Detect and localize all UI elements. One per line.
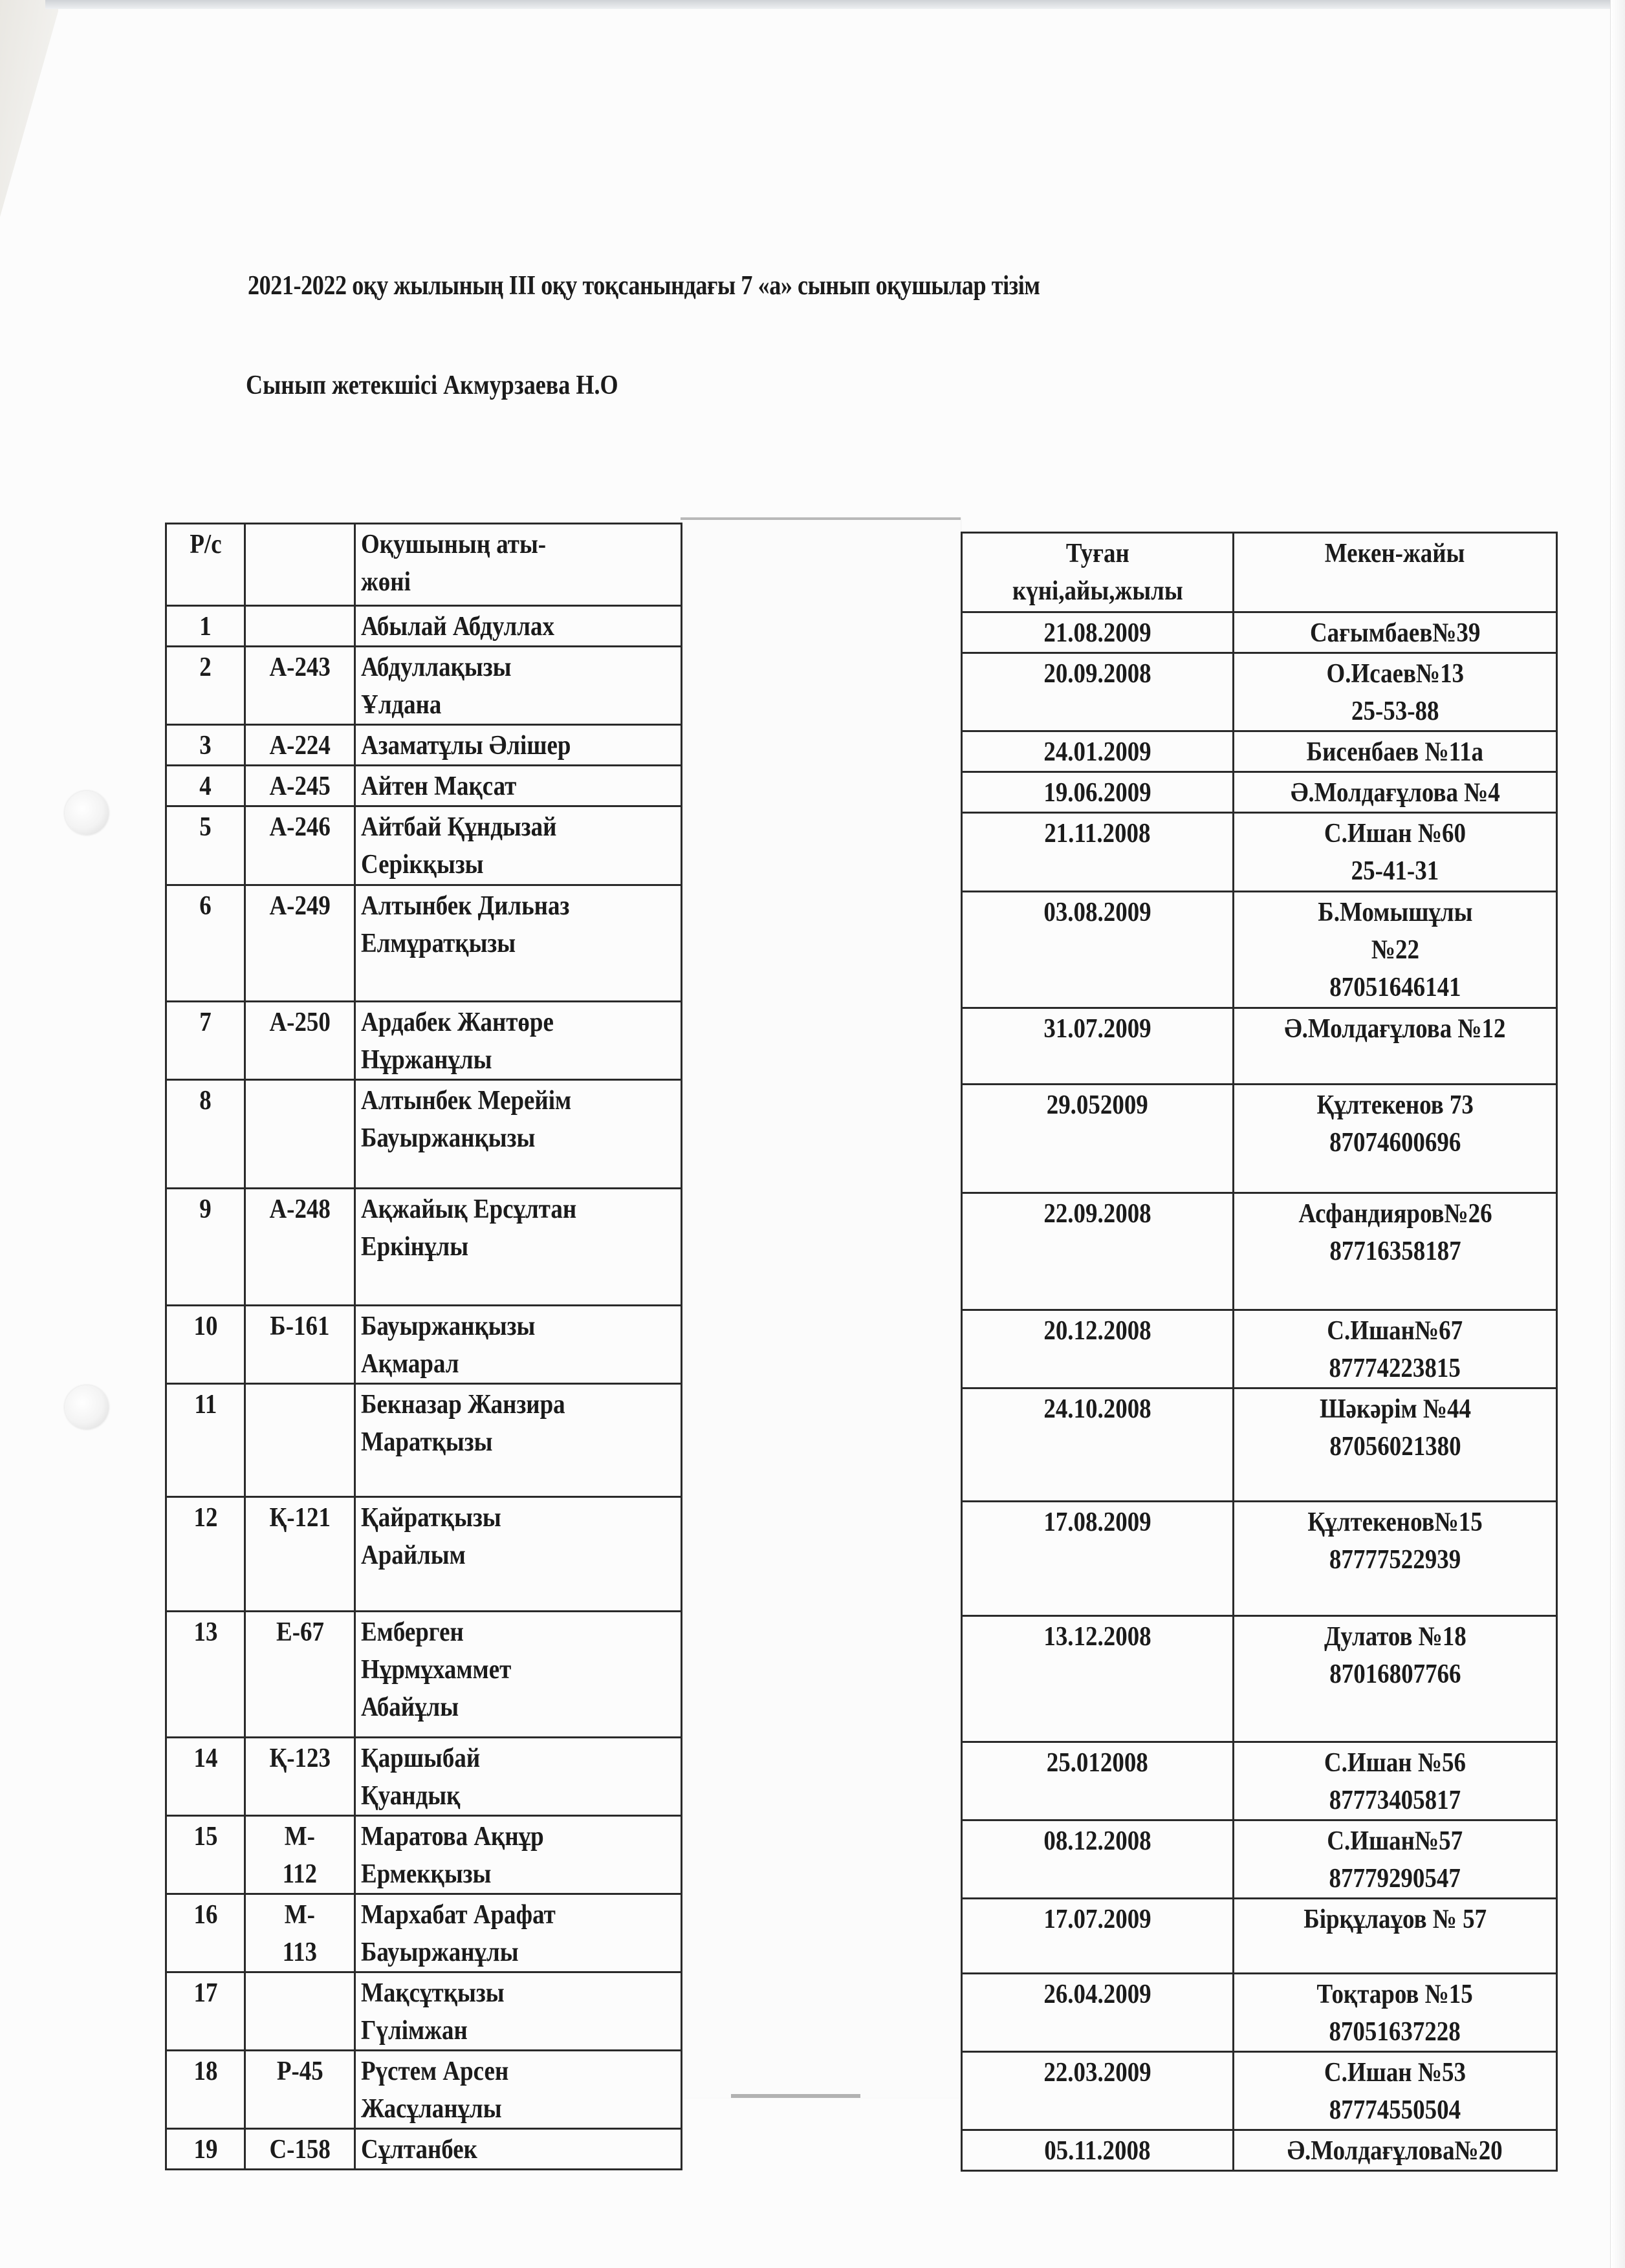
row-number: 11	[166, 1384, 245, 1497]
table-row	[166, 806, 682, 885]
address: С.Ишан№67 87774223815	[1234, 1310, 1557, 1388]
address: С.Ишан №56 87773405817	[1234, 1742, 1557, 1820]
birth-date: 20.12.2008	[962, 1310, 1234, 1388]
birth-date: 25.012008	[962, 1742, 1234, 1820]
student-name: Бекназар Жанзира Маратқызы	[355, 1384, 682, 1497]
student-table-left	[165, 523, 682, 2170]
table-row	[962, 1502, 1557, 1616]
row-number: 18	[166, 2051, 245, 2129]
table-row	[166, 1894, 682, 1972]
punch-hole-lower	[65, 1385, 109, 1429]
row-number: 6	[166, 885, 245, 1002]
student-code: А-246	[245, 806, 355, 885]
table-row	[166, 1189, 682, 1306]
student-code: А-224	[245, 725, 355, 766]
row-number: 16	[166, 1894, 245, 1972]
table-row	[962, 772, 1557, 813]
birth-date: 19.06.2009	[962, 772, 1234, 813]
header-birth-date: Туған күні,айы,жылы	[962, 533, 1234, 612]
table-row	[166, 1306, 682, 1384]
birth-date: 24.01.2009	[962, 731, 1234, 772]
address: Дулатов №18 87016807766	[1234, 1616, 1557, 1742]
class-teacher-line: Сынып жетекшісі Акмурзаева Н.О	[246, 371, 618, 400]
student-code	[245, 1384, 355, 1497]
table-row	[962, 1008, 1557, 1085]
table-row	[962, 1310, 1557, 1388]
student-code: А-250	[245, 1002, 355, 1080]
row-number: 10	[166, 1306, 245, 1384]
row-number: 4	[166, 766, 245, 806]
birth-date: 26.04.2009	[962, 1974, 1234, 2052]
address: Ә.Молдағұлова №4	[1234, 772, 1557, 813]
table-row	[962, 1388, 1557, 1502]
birth-date: 13.12.2008	[962, 1616, 1234, 1742]
row-number: 15	[166, 1816, 245, 1894]
birth-date: 22.03.2009	[962, 2052, 1234, 2130]
birth-date: 20.09.2008	[962, 653, 1234, 731]
address: Ә.Молдағұлова№20	[1234, 2130, 1557, 2171]
student-code: А-249	[245, 885, 355, 1002]
table-row	[962, 653, 1557, 731]
scanner-top-edge	[45, 0, 1624, 9]
address: С.Ишан №53 87774550504	[1234, 2052, 1557, 2130]
table-header-row-right	[962, 533, 1557, 612]
student-code	[245, 1080, 355, 1189]
birth-date: 31.07.2009	[962, 1008, 1234, 1085]
table-row	[166, 725, 682, 766]
table-row	[962, 1616, 1557, 1742]
strip-bottom-edge	[731, 2094, 860, 2098]
student-name: Мархабат Арафат Бауыржанұлы	[355, 1894, 682, 1972]
table-row	[166, 1816, 682, 1894]
birth-date: 17.08.2009	[962, 1502, 1234, 1616]
address: С.Ишан №60 25-41-31	[1234, 813, 1557, 892]
address: Шәкәрім №44 87056021380	[1234, 1388, 1557, 1502]
table-header-row	[166, 524, 682, 606]
address: Ә.Молдағұлова №12	[1234, 1008, 1557, 1085]
student-name: Емберген Нұрмұхаммет Абайұлы	[355, 1612, 682, 1738]
address: О.Исаев№13 25-53-88	[1234, 653, 1557, 731]
student-name: Рүстем Арсен Жасұланұлы	[355, 2051, 682, 2129]
address: Бисенбаев №11а	[1234, 731, 1557, 772]
row-number: 5	[166, 806, 245, 885]
birth-date: 24.10.2008	[962, 1388, 1234, 1502]
table-row	[166, 1080, 682, 1189]
student-name: Ардабек Жантөре Нұржанұлы	[355, 1002, 682, 1080]
student-code: Б-161	[245, 1306, 355, 1384]
row-number: 13	[166, 1612, 245, 1738]
address: Тоқтаров №15 87051637228	[1234, 1974, 1557, 2052]
student-code: М- 113	[245, 1894, 355, 1972]
student-rows-right	[962, 612, 1557, 2171]
student-name: Мақсұтқызы Гүлімжан	[355, 1972, 682, 2051]
table-row	[962, 731, 1557, 772]
table-row	[962, 1974, 1557, 2052]
address: Сағымбаев№39	[1234, 612, 1557, 653]
student-code: А-245	[245, 766, 355, 806]
row-number: 1	[166, 606, 245, 647]
table-row	[166, 647, 682, 725]
table-row	[166, 1738, 682, 1816]
student-rows-left	[166, 606, 682, 2170]
student-name: Абдуллақызы Ұлдана	[355, 647, 682, 725]
student-name: Алтынбек Дильназ Елмұратқызы	[355, 885, 682, 1002]
table-row	[166, 766, 682, 806]
document-title: 2021-2022 оқу жылының ІІІ оқу тоқсанындағы 7 «а» сынып оқушылар тізім	[248, 271, 1040, 301]
table-row	[962, 1899, 1557, 1974]
birth-date: 03.08.2009	[962, 892, 1234, 1008]
table-row	[166, 1384, 682, 1497]
student-name: Ақжайық Ерсұлтан Еркінұлы	[355, 1189, 682, 1306]
student-code: М- 112	[245, 1816, 355, 1894]
header-address: Мекен-жайы	[1234, 533, 1557, 612]
student-code: Қ-121	[245, 1497, 355, 1612]
student-code: Р-45	[245, 2051, 355, 2129]
address: Құлтекенов№15 87777522939	[1234, 1502, 1557, 1616]
header-code	[245, 524, 355, 606]
table-row	[166, 1002, 682, 1080]
student-name: Абылай Абдуллах	[355, 606, 682, 647]
table-row	[166, 1612, 682, 1738]
row-number: 3	[166, 725, 245, 766]
row-number: 9	[166, 1189, 245, 1306]
student-code: Е-67	[245, 1612, 355, 1738]
table-row	[962, 2130, 1557, 2171]
birth-date: 05.11.2008	[962, 2130, 1234, 2171]
table-row	[166, 2129, 682, 2170]
address: С.Ишан№57 87779290547	[1234, 1820, 1557, 1899]
address: Бірқұлаұов № 57	[1234, 1899, 1557, 1974]
student-name: Айтбай Құндызай Серікқызы	[355, 806, 682, 885]
student-code	[245, 1972, 355, 2051]
student-table-right	[961, 532, 1558, 2172]
row-number: 12	[166, 1497, 245, 1612]
student-name: Маратова Ақнұр Ермекқызы	[355, 1816, 682, 1894]
student-code: Қ-123	[245, 1738, 355, 1816]
student-name: Азаматұлы Әлішер	[355, 725, 682, 766]
table-row	[962, 1193, 1557, 1310]
row-number: 19	[166, 2129, 245, 2170]
birth-date: 29.052009	[962, 1085, 1234, 1193]
student-name: Сұлтанбек	[355, 2129, 682, 2170]
table-row	[166, 885, 682, 1002]
table-row	[962, 1742, 1557, 1820]
row-number: 2	[166, 647, 245, 725]
table-row	[962, 1820, 1557, 1899]
row-number: 7	[166, 1002, 245, 1080]
student-name: Бауыржанқызы Ақмарал	[355, 1306, 682, 1384]
birth-date: 21.08.2009	[962, 612, 1234, 653]
scanner-right-edge	[1610, 0, 1625, 2268]
table-row	[166, 1497, 682, 1612]
address: Асфандияров№26 87716358187	[1234, 1193, 1557, 1310]
masked-column-strip	[681, 517, 961, 2098]
header-number: Р/с	[166, 524, 245, 606]
birth-date: 21.11.2008	[962, 813, 1234, 892]
birth-date: 22.09.2008	[962, 1193, 1234, 1310]
table-row	[962, 2052, 1557, 2130]
row-number: 8	[166, 1080, 245, 1189]
birth-date: 17.07.2009	[962, 1899, 1234, 1974]
student-code: С-158	[245, 2129, 355, 2170]
row-number: 17	[166, 1972, 245, 2051]
address: Б.Момышұлы №22 87051646141	[1234, 892, 1557, 1008]
scan-edge-shadow	[0, 0, 58, 278]
student-name: Қайратқызы Арайлым	[355, 1497, 682, 1612]
row-number: 14	[166, 1738, 245, 1816]
student-name: Айтен Мақсат	[355, 766, 682, 806]
table-row	[962, 813, 1557, 892]
student-code: А-248	[245, 1189, 355, 1306]
table-row	[166, 2051, 682, 2129]
student-code: А-243	[245, 647, 355, 725]
table-row	[962, 1085, 1557, 1193]
punch-hole-upper	[65, 791, 109, 835]
header-name: Оқушының аты- жөні	[355, 524, 682, 606]
student-name: Алтынбек Мерейім Бауыржанқызы	[355, 1080, 682, 1189]
birth-date: 08.12.2008	[962, 1820, 1234, 1899]
table-row	[166, 606, 682, 647]
table-row	[962, 892, 1557, 1008]
student-name: Қаршыбай Қуандық	[355, 1738, 682, 1816]
table-row	[166, 1972, 682, 2051]
table-row	[962, 612, 1557, 653]
student-code	[245, 606, 355, 647]
address: Құлтекенов 73 87074600696	[1234, 1085, 1557, 1193]
